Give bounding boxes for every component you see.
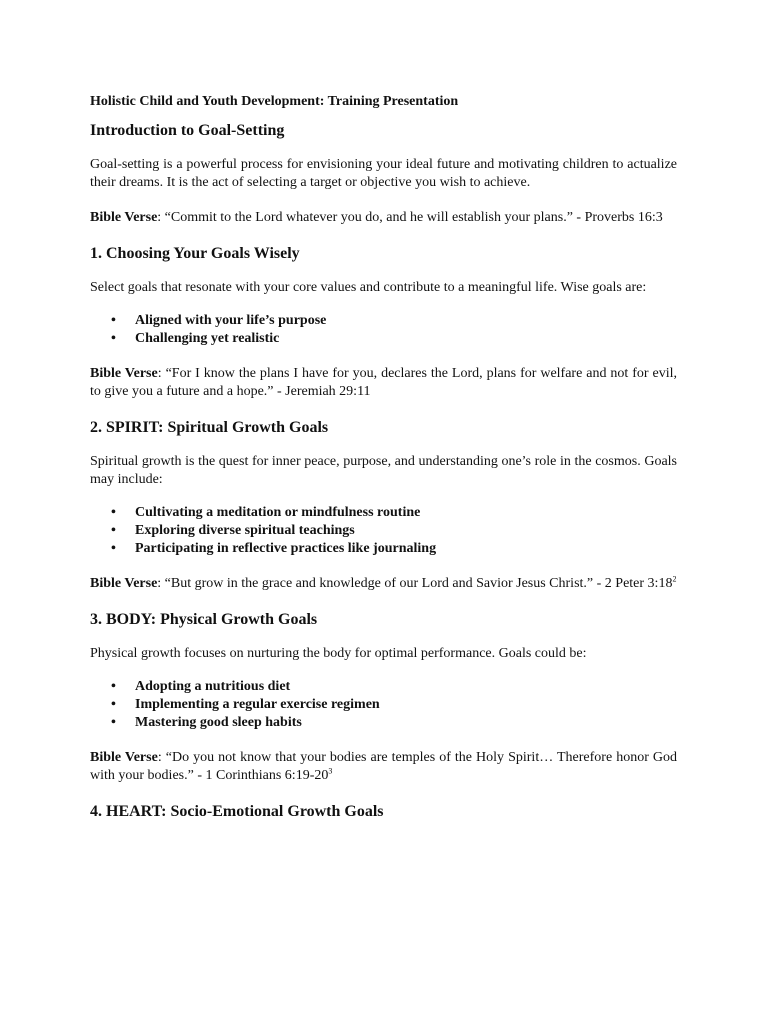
list-item-text: Implementing a regular exercise regimen — [135, 697, 380, 712]
list-item — [90, 696, 677, 714]
bible-verse-text: : “But grow in the grace and knowledge of our Lord and Savior Jesus Christ.” - 2 Peter 3:18 — [157, 576, 673, 591]
list-item — [90, 504, 677, 522]
list-item — [90, 522, 677, 540]
bullet-icon: • — [111, 541, 116, 556]
bullet-icon: • — [111, 313, 116, 328]
footnote-marker: 2 — [672, 574, 677, 584]
list-item — [90, 330, 677, 348]
section3-bullet-list — [90, 678, 677, 732]
bullet-icon: • — [111, 523, 116, 538]
bullet-icon: • — [111, 331, 116, 346]
list-item-text: Participating in reflective practices like journaling — [135, 541, 437, 556]
intro-paragraph: Goal-setting is a powerful process for envisioning your ideal future and motivating children to actualize their dreams. It is the act of selecting a target or objective you wish to achieve. — [90, 157, 677, 190]
list-item-text: Adopting a nutritious diet — [135, 679, 291, 694]
bible-verse-label: Bible Verse — [90, 210, 158, 225]
list-item-text: Cultivating a meditation or mindfulness routine — [135, 505, 421, 520]
section1-heading: 1. Choosing Your Goals Wisely — [90, 245, 300, 262]
section2-paragraph: Spiritual growth is the quest for inner peace, purpose, and understanding one’s role in the cosmos. Goals may include: — [90, 454, 677, 487]
list-item — [90, 678, 677, 696]
list-item — [90, 540, 677, 558]
bullet-icon: • — [111, 505, 116, 520]
section2-bible-verse — [90, 575, 677, 593]
list-item-text: Exploring diverse spiritual teachings — [135, 523, 355, 538]
section1-bullet-list — [90, 312, 677, 348]
section3-bible-verse — [90, 749, 677, 785]
list-item — [90, 312, 677, 330]
list-item-text: Mastering good sleep habits — [135, 715, 302, 730]
bible-verse-label: Bible Verse — [90, 750, 158, 765]
bible-verse-label: Bible Verse — [90, 366, 158, 381]
section1-paragraph: Select goals that resonate with your core values and contribute to a meaningful life. Wise goals are: — [90, 280, 647, 295]
document-title: Holistic Child and Youth Development: Training Presentation — [90, 94, 459, 109]
bible-verse-text: : “For I know the plans I have for you, declares the Lord, plans for welfare and not for evil, to give you a future and a hope.” - Jeremiah 29:11 — [90, 366, 677, 399]
section3-paragraph: Physical growth focuses on nurturing the body for optimal performance. Goals could be: — [90, 646, 587, 661]
bullet-icon: • — [111, 697, 116, 712]
intro-bible-verse — [90, 209, 677, 227]
section2-bullet-list — [90, 504, 677, 558]
bible-verse-text: : “Do you not know that your bodies are temples of the Holy Spirit… Therefore honor God with your bodies.” - 1 Corinthians 6:19-20 — [90, 750, 678, 783]
bible-verse-text: : “Commit to the Lord whatever you do, and he will establish your plans.” - Proverbs 16:3 — [157, 210, 663, 225]
section1-bible-verse — [90, 365, 677, 401]
list-item-text: Challenging yet realistic — [135, 331, 280, 346]
document-page — [90, 92, 677, 837]
list-item — [90, 714, 677, 732]
bullet-icon: • — [111, 679, 116, 694]
footnote-marker: 3 — [328, 766, 333, 776]
list-item-text: Aligned with your life’s purpose — [135, 313, 327, 328]
intro-heading: Introduction to Goal-Setting — [90, 122, 285, 139]
section2-heading: 2. SPIRIT: Spiritual Growth Goals — [90, 419, 329, 436]
section4-heading: 4. HEART: Socio-Emotional Growth Goals — [90, 803, 384, 820]
section3-heading: 3. BODY: Physical Growth Goals — [90, 611, 318, 628]
bullet-icon: • — [111, 715, 116, 730]
bible-verse-label: Bible Verse — [90, 576, 158, 591]
